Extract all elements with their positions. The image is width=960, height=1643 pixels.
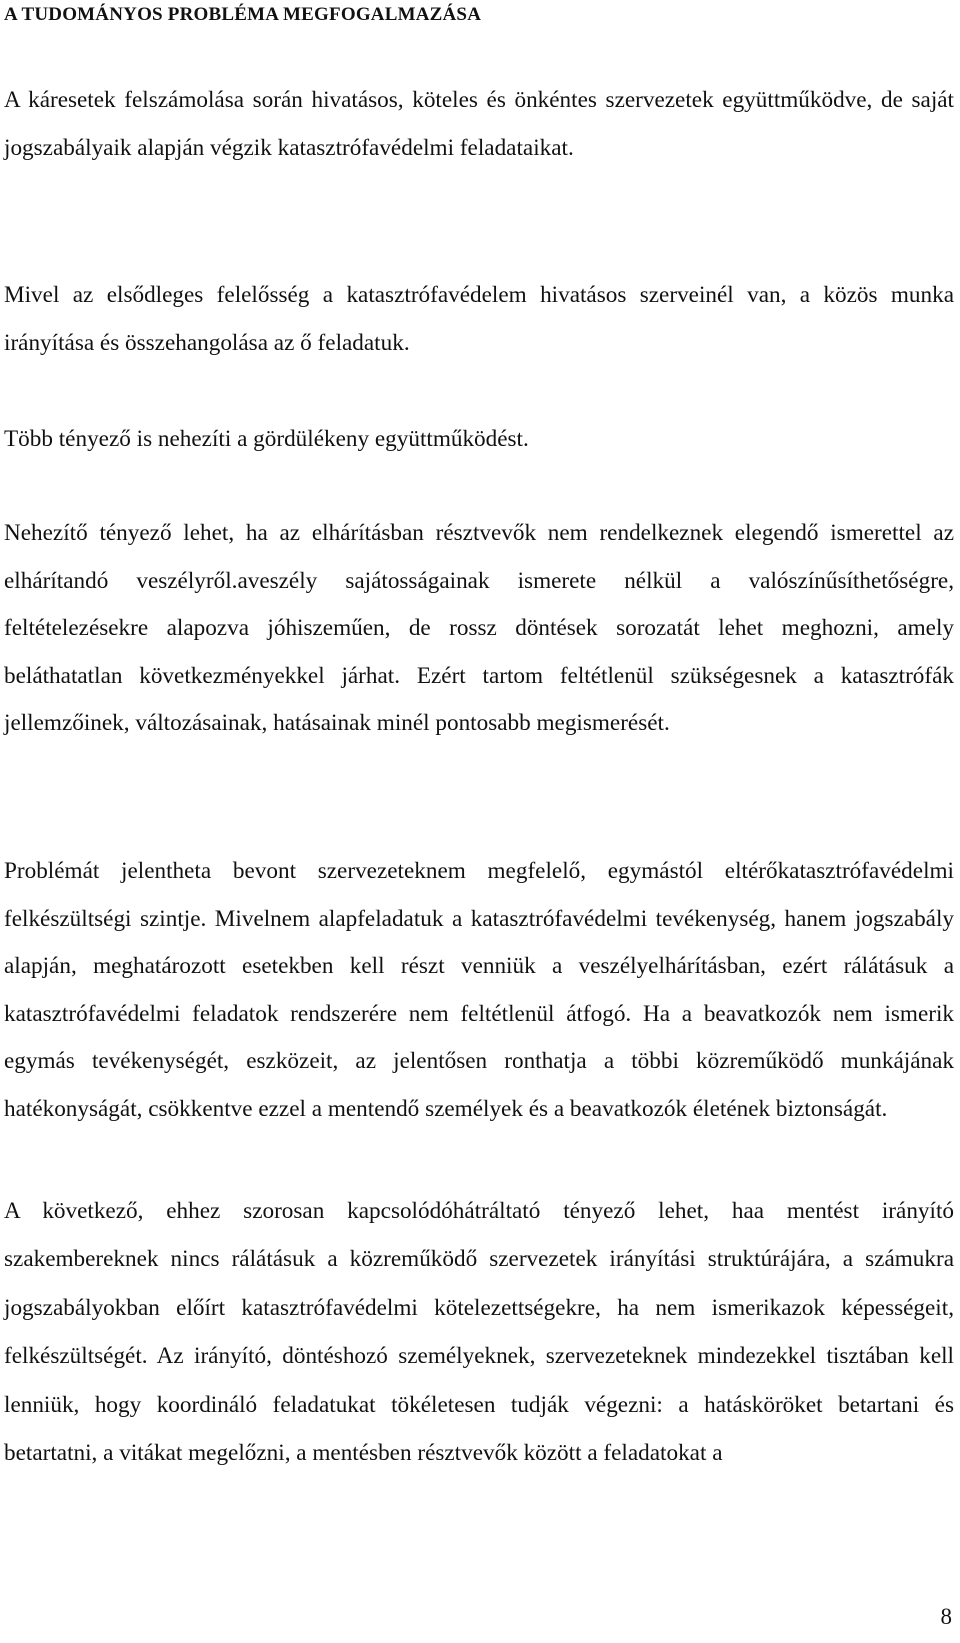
paragraph-5: Problémát jelentheta bevont szervezeteknem megfelelő, egymástól eltérőkatasztrófavédelmi felkészültségi szintje. Mivelnem alapfeladatuk a katasztrófavédelmi tevékenység, hanem jogszabály alapján, meghatározott esetekben kell részt venniük a veszélyelhárításban, ezért rálátásuk a katasztrófavédelmi feladatok rendszerére nem feltétlenül átfogó. Ha a beavatkozók nem ismerik egymás tevékenységét, eszközeit, az jelentősen ronthatja a többi közreműködő munkájának hatékonyságát, csökkentve ezzel a mentendő személyek és a beavatkozók életének biztonságát. bbox=[4, 858, 954, 1122]
paragraph-2: Mivel az elsődleges felelősség a katasztrófavédelem hivatásos szerveinél van, a közös munka irányítása és összehangolása az ő feladatuk. bbox=[4, 282, 954, 356]
section-heading: A TUDOMÁNYOS PROBLÉMA MEGFOGALMAZÁSA bbox=[4, 4, 482, 25]
page-number: 8 bbox=[940, 1604, 952, 1629]
paragraph-3: Több tényező is nehezíti a gördülékeny együttműködést. bbox=[4, 426, 529, 452]
paragraph-1: A káresetek felszámolása során hivatásos, köteles és önkéntes szervezetek együttműködve, de saját jogszabályaik alapján végzik katasztrófavédelmi feladataikat. bbox=[4, 87, 954, 161]
paragraph-4: Nehezítő tényező lehet, ha az elhárításban résztvevők nem rendelkeznek elegendő ismerettel az elhárítandó veszélyről.aveszély sajátosságainak ismerete nélkül a valószínűsíthetőségre, feltételezésekre alapozva jóhiszeműen, de rossz döntések sorozatát lehet meghozni, amely beláthatatlan következményekkel járhat. Ezért tartom feltétlenül szükségesnek a katasztrófák jellemzőinek, változásainak, hatásainak minél pontosabb megismerését. bbox=[4, 520, 954, 737]
paragraph-6: A következő, ehhez szorosan kapcsolódóhátráltató tényező lehet, haa mentést irányító szakembereknek nincs rálátásuk a közreműködő szervezetek irányítási struktúrájára, a számukra jogszabályokban előírt katasztrófavédelmi kötelezettségekre, ha nem ismerikazok képességeit, felkészültségét. Az irányító, döntéshozó személyeknek, szervezeteknek mindezekkel tisztában kell lenniük, hogy koordináló feladatukat tökéletesen tudják végezni: a hatásköröket betartani és betartatni, a vitákat megelőzni, a mentésben résztvevők között a feladatokat a bbox=[4, 1198, 954, 1467]
